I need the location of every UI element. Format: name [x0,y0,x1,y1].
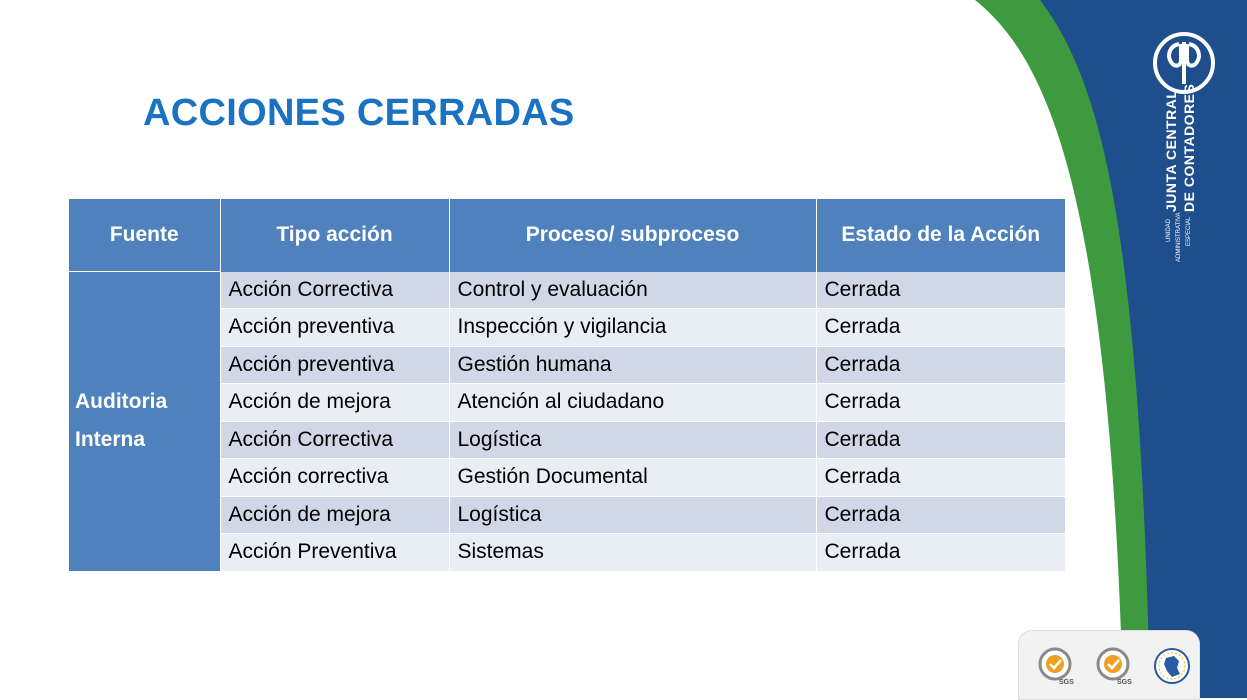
estado-cell: Cerrada [816,421,1065,459]
proceso-cell: Gestión humana [449,346,816,384]
table-row [69,272,1065,309]
logo-small-especial: ESPECIAL [1186,216,1192,246]
estado-cell: Cerrada [816,496,1065,534]
certification-seal-1 [1035,646,1075,686]
estado-cell: Cerrada [816,346,1065,384]
certification-label: SGS [1117,679,1132,686]
tipo-cell: Acción preventiva [220,309,449,347]
certification-seal-2 [1093,646,1133,686]
proceso-cell: Control y evaluación [449,272,816,309]
proceso-cell: Logística [449,496,816,534]
estado-cell: Cerrada [816,272,1065,309]
colombia-map-seal-icon [1152,646,1192,686]
logo-small-unidad: UNIDAD [1166,218,1172,242]
tipo-cell: Acción de mejora [220,496,449,534]
tipo-cell: Acción Correctiva [220,421,449,459]
estado-cell: Cerrada [816,534,1065,572]
proceso-cell: Logística [449,421,816,459]
acciones-table [69,199,1066,572]
tipo-cell: Acción de mejora [220,384,449,422]
logo-small-administrativa: ADMINISTRATIVA [1176,212,1182,262]
tipo-cell: Acción Correctiva [220,272,449,309]
tipo-cell: Acción preventiva [220,346,449,384]
estado-cell: Cerrada [816,309,1065,347]
column-header-tipo-accion: Tipo acción [220,199,449,272]
column-header-fuente: Fuente [69,199,220,272]
tipo-cell: Acción correctiva [220,459,449,497]
organization-logo [1148,30,1218,260]
table-header-row [69,199,1065,272]
logo-line-de-contadores: DE CONTADORES [1181,83,1197,212]
page-title: ACCIONES CERRADAS [143,92,575,134]
source-cell: Auditoria Interna [69,272,220,572]
estado-cell: Cerrada [816,459,1065,497]
certification-seal-3 [1152,646,1192,686]
certification-label: SGS [1059,679,1074,686]
proceso-cell: Inspección y vigilancia [449,309,816,347]
column-header-proceso: Proceso/ subproceso [449,199,816,272]
proceso-cell: Sistemas [449,534,816,572]
estado-cell: Cerrada [816,384,1065,422]
proceso-cell: Gestión Documental [449,459,816,497]
column-header-estado: Estado de la Acción [816,199,1065,272]
logo-line-junta-central: JUNTA CENTRAL [1163,89,1179,212]
proceso-cell: Atención al ciudadano [449,384,816,422]
tipo-cell: Acción Preventiva [220,534,449,572]
